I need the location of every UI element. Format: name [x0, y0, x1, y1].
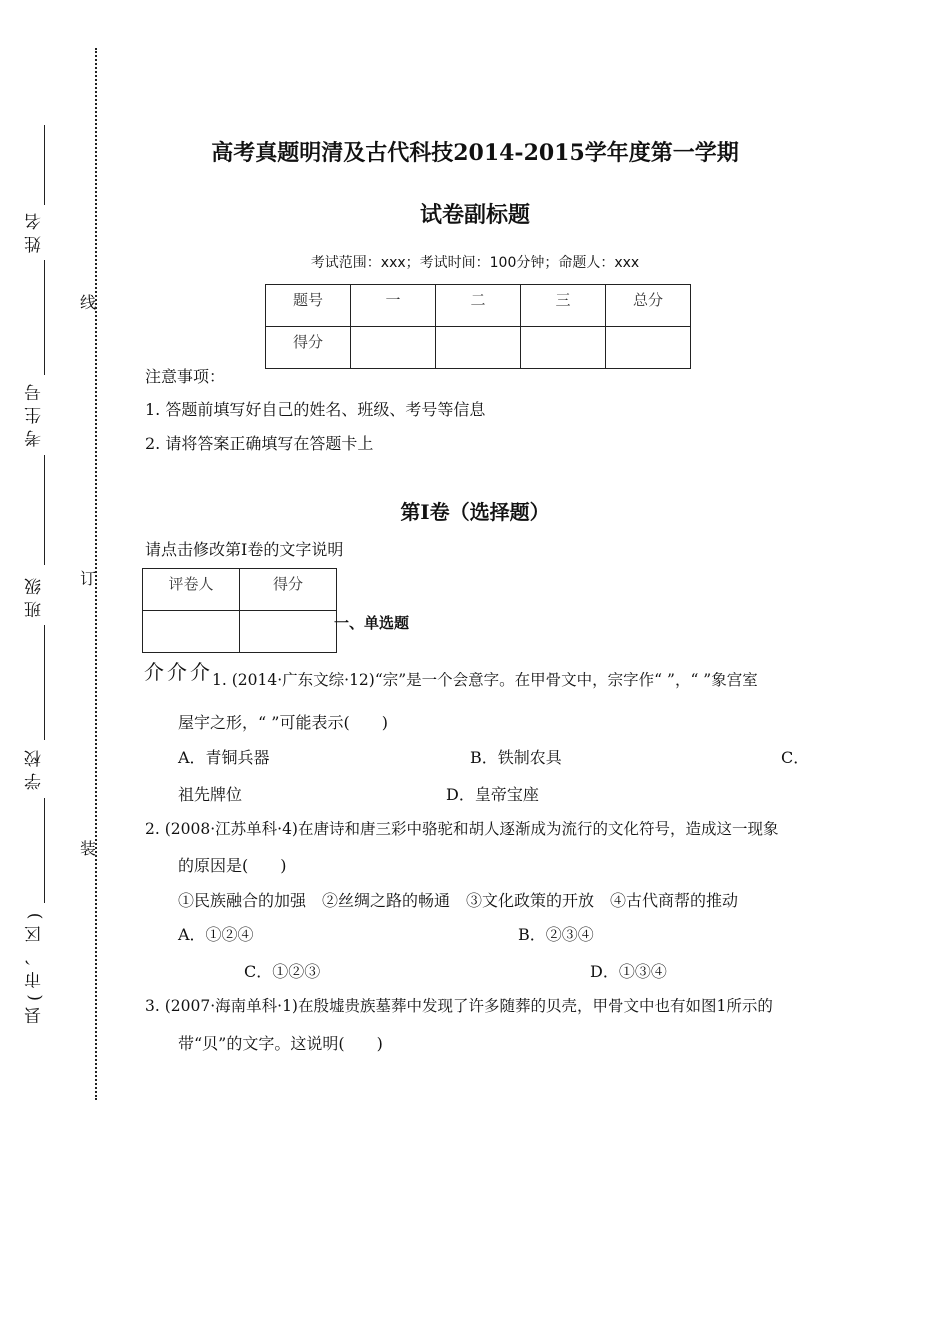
score-header-cell: 题号: [266, 285, 351, 327]
score-table-row: [266, 327, 691, 369]
notes-title: 注意事项：: [145, 367, 226, 386]
score-cell[interactable]: [606, 327, 691, 369]
school-underline: [44, 625, 45, 740]
binding-word-install: 装: [80, 839, 97, 858]
oracle-glyph-icon: 介: [144, 660, 164, 684]
score-header-cell: 三: [521, 285, 606, 327]
notes-item: 1. 答题前填写好自己的姓名、班级、考号等信息: [145, 400, 486, 419]
score-header-cell: 二: [436, 285, 521, 327]
name-label: 姓名: [25, 207, 45, 253]
question-1-option-d[interactable]: D．皇帝宝座: [446, 785, 539, 804]
question-2-option-c[interactable]: C．①②③: [244, 962, 321, 981]
page-title: 高考真题明清及古代科技2014-2015学年度第一学期: [211, 140, 739, 166]
question-3-stem: 3. (2007·海南单科·1)在殷墟贵族墓葬中发现了许多随葬的贝壳，甲骨文中也有如图1所示的: [145, 997, 773, 1015]
grader-header-cell: 得分: [240, 569, 337, 611]
score-cell[interactable]: [521, 327, 606, 369]
question-1-option-c-text[interactable]: 祖先牌位: [178, 785, 243, 804]
examno-underline: [44, 260, 45, 375]
question-1-stem-cont: 屋宇之形，“ ”可能表示( ): [178, 713, 388, 732]
examno-label: 考生号: [25, 378, 45, 448]
grader-table: [142, 568, 337, 653]
part-title: 一、单选题: [334, 614, 410, 632]
county-underline: [44, 798, 45, 903]
score-header-cell: 一: [351, 285, 436, 327]
grader-row: [143, 611, 337, 653]
class-label: 班级: [25, 572, 45, 618]
county-label: 县(市、区): [25, 906, 45, 1024]
binding-word-line: 线: [80, 293, 97, 312]
question-2-option-d[interactable]: D．①③④: [590, 962, 667, 981]
page-subtitle: 试卷副标题: [419, 202, 530, 228]
score-table: [265, 284, 691, 369]
question-2-stem: 2. (2008·江苏单科·4)在唐诗和唐三彩中骆驼和胡人逐渐成为流行的文化符号，造成这一现象: [145, 820, 779, 838]
notes-item: 2. 请将答案正确填写在答题卡上: [145, 434, 374, 453]
question-1-stem: 1. (2014·广东文综·12)“宗”是一个会意字。在甲骨文中，宗字作“ ”，“ ”象宫室: [212, 671, 758, 689]
question-2-stem-cont: 的原因是( ): [178, 856, 287, 875]
question-3-stem-cont: 带“贝”的文字。这说明( ): [178, 1034, 383, 1053]
exam-meta: 考试范围：xxx；考试时间：100分钟；命题人：xxx: [310, 255, 640, 271]
section-description: 请点击修改第I卷的文字说明: [145, 540, 344, 559]
score-cell[interactable]: [351, 327, 436, 369]
score-table-header-row: [266, 285, 691, 327]
question-2-items: ①民族融合的加强 ②丝绸之路的畅通 ③文化政策的开放 ④古代商帮的推动: [178, 891, 739, 910]
oracle-glyph-icon: 介: [167, 660, 187, 684]
score-row-label: 得分: [266, 327, 351, 369]
question-1-option-b[interactable]: B．铁制农具: [470, 748, 562, 767]
question-1-option-a[interactable]: A．青铜兵器: [178, 748, 270, 767]
question-1-option-c[interactable]: C．: [781, 748, 810, 767]
grader-header-cell: 评卷人: [143, 569, 240, 611]
binding-word-order: 订: [80, 569, 97, 588]
section-title: 第I卷（选择题）: [400, 500, 550, 524]
oracle-glyph-icon: 介: [190, 660, 210, 684]
school-label: 学校: [25, 744, 45, 790]
score-header-cell: 总分: [606, 285, 691, 327]
question-2-option-a[interactable]: A．①②④: [178, 925, 254, 944]
grader-header-row: [143, 569, 337, 611]
score-cell[interactable]: [436, 327, 521, 369]
grader-cell[interactable]: [240, 611, 337, 653]
grader-cell[interactable]: [143, 611, 240, 653]
question-2-option-b[interactable]: B．②③④: [518, 925, 594, 944]
